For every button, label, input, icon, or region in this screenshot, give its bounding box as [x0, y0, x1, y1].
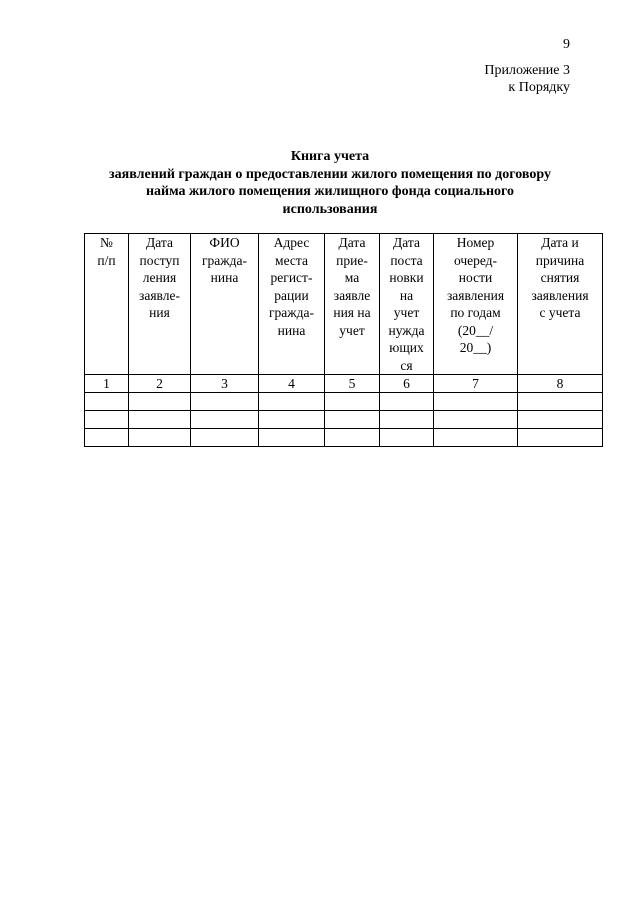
header-cell-number: [85, 234, 129, 375]
empty-cell: [129, 393, 191, 411]
empty-cell: [325, 429, 380, 447]
empty-row: [85, 411, 603, 429]
column-number-cell: 4: [259, 375, 325, 393]
column-number-cell: 5: [325, 375, 380, 393]
header-cell-removal: [518, 234, 603, 375]
header-cell-receipt-date: [129, 234, 191, 375]
header-text: гражда-: [269, 305, 314, 320]
header-text: нина: [210, 270, 239, 285]
empty-cell: [380, 393, 434, 411]
header-cell-full-name: [191, 234, 259, 375]
empty-cell: [325, 411, 380, 429]
empty-cell: [85, 393, 129, 411]
header-text: ма: [344, 270, 360, 285]
header-text: нужда: [388, 322, 425, 338]
empty-cell: [380, 429, 434, 447]
header-text: ния на: [333, 305, 371, 320]
header-text: места: [275, 252, 308, 268]
empty-cell: [85, 429, 129, 447]
empty-cell: [518, 429, 603, 447]
header-text: учет: [393, 305, 420, 320]
header-text: с учета: [539, 305, 581, 320]
header-text: заявления: [531, 287, 589, 303]
empty-cell: [129, 411, 191, 429]
header-text: поста: [390, 252, 423, 268]
header-cell-address: [259, 234, 325, 375]
header-text: ности: [458, 270, 493, 285]
title-line-3: найма жилого помещения жилищного фонда социального: [145, 184, 515, 199]
header-text: ся: [400, 357, 413, 373]
appendix-line-2: к Порядку: [508, 80, 570, 95]
empty-cell: [259, 411, 325, 429]
page-number: 9: [563, 37, 570, 52]
column-number-cell: 6: [380, 375, 434, 393]
empty-cell: [191, 393, 259, 411]
header-text: на: [399, 287, 414, 303]
header-text: №: [100, 235, 113, 250]
title-line-4: использования: [282, 201, 378, 217]
header-text: заявле-: [139, 287, 180, 303]
header-text: учет: [339, 322, 365, 338]
header-text: ления: [142, 270, 177, 285]
empty-cell: [434, 393, 518, 411]
empty-cell: [129, 429, 191, 447]
header-row: [85, 234, 603, 375]
header-text: (20__/: [457, 322, 494, 338]
header-text: Дата: [146, 235, 173, 250]
empty-cell: [434, 429, 518, 447]
header-text: снятия: [540, 270, 580, 285]
empty-cell: [380, 411, 434, 429]
header-text: гражда-: [202, 252, 247, 268]
empty-row: [85, 393, 603, 411]
empty-cell: [259, 429, 325, 447]
header-cell-acceptance-date: [325, 234, 380, 375]
header-cell-queue-number: [434, 234, 518, 375]
empty-cell: [325, 393, 380, 411]
header-text: Номер: [456, 235, 495, 250]
registration-book-table: [84, 233, 603, 447]
header-text: очеред-: [453, 252, 498, 268]
document-title: [40, 148, 620, 218]
header-text: ния: [149, 305, 170, 320]
appendix-line-1: Приложение 3: [484, 63, 570, 78]
header-text: Адрес: [273, 235, 310, 250]
header-text: по годам: [450, 305, 501, 320]
column-number-cell: 1: [85, 375, 129, 393]
column-number-row: [85, 375, 603, 393]
header-text: новки: [389, 270, 424, 285]
header-text: ющих: [389, 340, 424, 355]
header-text: Дата и: [541, 235, 579, 250]
column-number-cell: 2: [129, 375, 191, 393]
appendix-reference: [484, 62, 570, 96]
empty-cell: [434, 411, 518, 429]
header-cell-registration-date: [380, 234, 434, 375]
title-line-1: Книга учета: [290, 149, 370, 164]
empty-cell: [518, 393, 603, 411]
header-text: заявле: [333, 287, 371, 303]
column-number-cell: 3: [191, 375, 259, 393]
header-text: 20__): [459, 340, 492, 355]
column-number-cell: 7: [434, 375, 518, 393]
header-text: ФИО: [209, 235, 240, 250]
header-text: Дата: [338, 235, 366, 250]
header-text: регист-: [270, 270, 313, 285]
header-text: нина: [277, 322, 306, 338]
empty-cell: [191, 411, 259, 429]
empty-cell: [259, 393, 325, 411]
header-text: п/п: [97, 252, 116, 268]
header-text: заявления: [446, 287, 505, 303]
header-text: рации: [274, 287, 309, 303]
empty-row: [85, 429, 603, 447]
header-text: прие-: [336, 252, 368, 268]
header-text: причина: [535, 252, 585, 268]
empty-cell: [518, 411, 603, 429]
title-line-2: заявлений граждан о предоставлении жилого помещения по договору: [109, 166, 551, 182]
empty-cell: [85, 411, 129, 429]
header-text: поступ: [139, 252, 180, 268]
header-text: Дата: [393, 235, 420, 250]
empty-cell: [191, 429, 259, 447]
column-number-cell: 8: [518, 375, 603, 393]
